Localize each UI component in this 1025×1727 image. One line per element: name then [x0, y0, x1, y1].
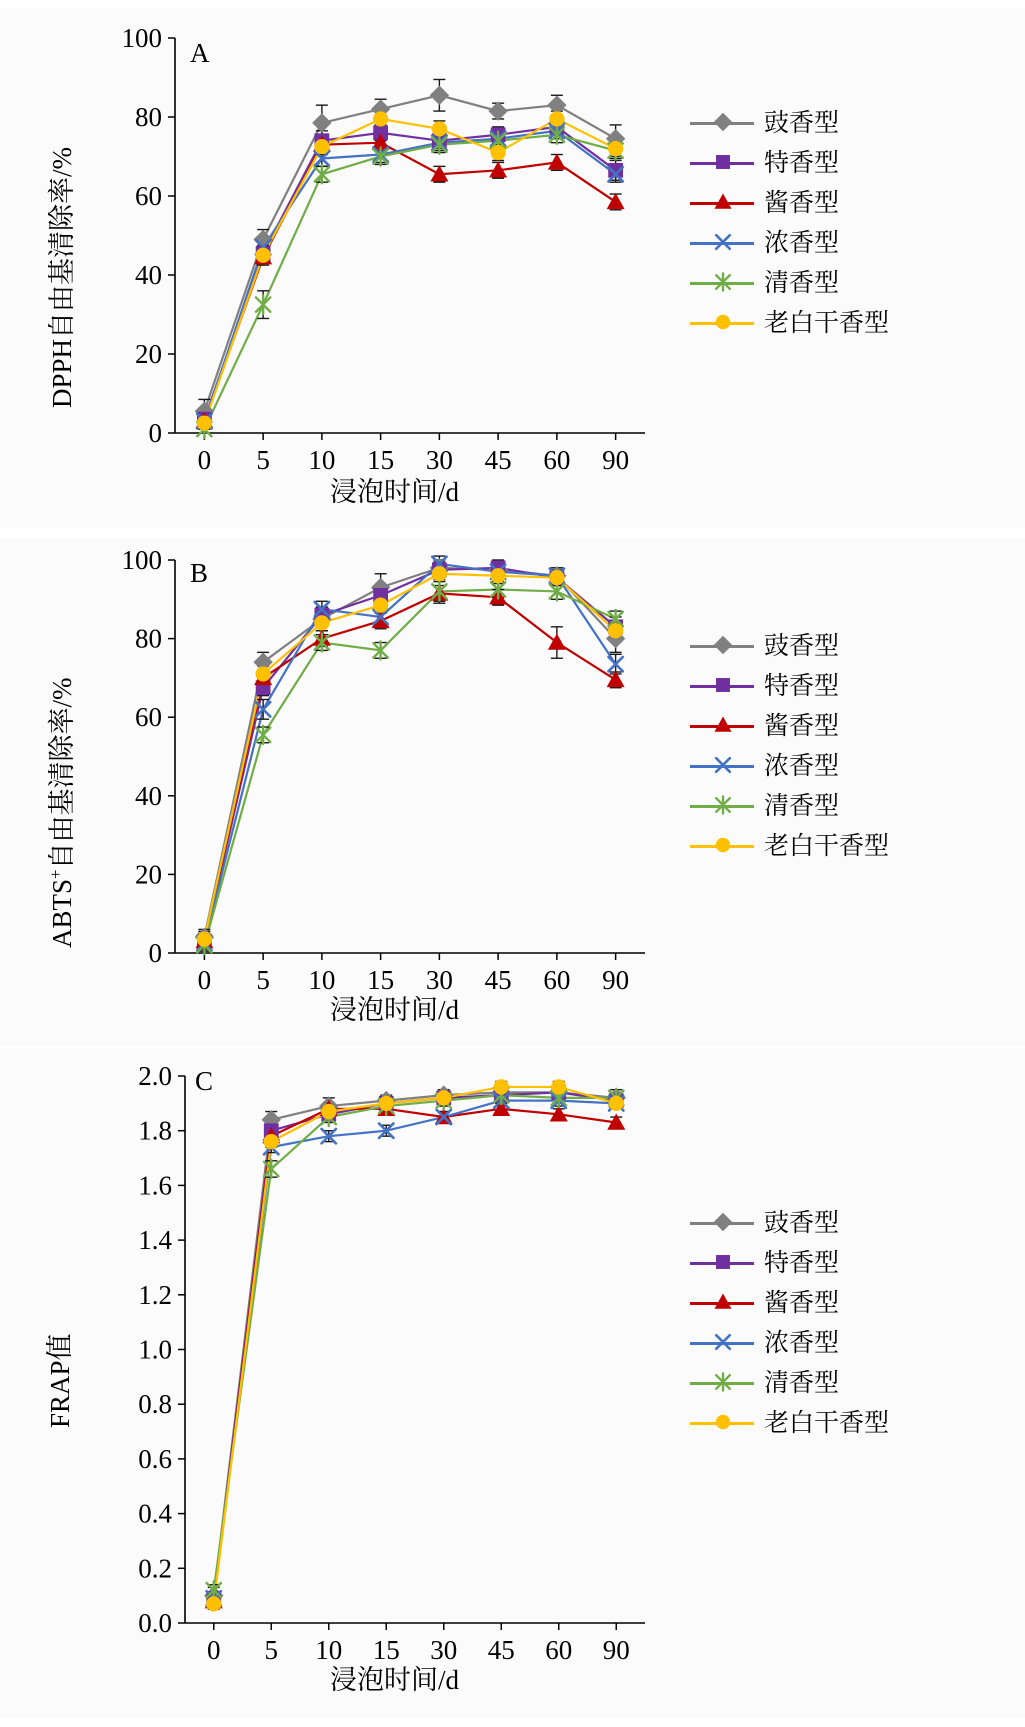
legend-marker-diamond-icon: [690, 111, 754, 135]
svg-text:5: 5: [256, 445, 270, 475]
legend-item-label: 豉香型: [764, 109, 840, 137]
y-axis-title-a: DPPH自由基清除率/%: [47, 146, 77, 408]
svg-text:15: 15: [367, 445, 395, 475]
svg-text:5: 5: [264, 1635, 278, 1665]
legend-marker-cross-icon: [690, 1331, 754, 1355]
legend-item-label: 清香型: [764, 269, 840, 297]
y-axis-title-c: FRAP值: [45, 1333, 75, 1428]
svg-text:1.0: 1.0: [138, 1334, 172, 1365]
svg-text:0: 0: [197, 445, 212, 475]
legend-item-label: 特香型: [764, 149, 840, 177]
legend-marker-star-icon: [690, 271, 754, 295]
svg-text:80: 80: [135, 623, 162, 654]
svg-text:90: 90: [602, 965, 630, 995]
svg-text:45: 45: [484, 965, 512, 995]
legend-item: [690, 1203, 889, 1243]
legend-item-label: 浓香型: [764, 229, 840, 257]
legend-item-label: 老白干香型: [764, 1409, 890, 1437]
legend-marker-triangle-icon: [690, 714, 754, 738]
legend-marker-circle-icon: [690, 311, 754, 335]
legend-item: [690, 183, 889, 223]
legend-item-label: 豉香型: [764, 632, 840, 660]
svg-text:60: 60: [135, 702, 162, 733]
svg-text:10: 10: [308, 445, 336, 475]
chart-panel-b: [0, 538, 1025, 1046]
legend-marker-cross-icon: [690, 231, 754, 255]
svg-text:45: 45: [484, 445, 512, 475]
legend-item: [690, 1243, 889, 1283]
legend-item-label: 老白干香型: [764, 832, 890, 860]
legend-marker-circle-icon: [690, 1411, 754, 1435]
svg-text:60: 60: [135, 181, 162, 211]
svg-text:40: 40: [135, 260, 162, 290]
svg-text:0: 0: [148, 418, 162, 448]
legend-item: [690, 1283, 889, 1323]
svg-text:2.0: 2.0: [138, 1061, 172, 1091]
legend-b: [690, 626, 889, 866]
x-axis-title-a: 浸泡时间/d: [330, 477, 460, 507]
legend-item: [690, 103, 889, 143]
svg-text:5: 5: [256, 965, 270, 995]
legend-item: [690, 826, 889, 866]
legend-item: [690, 706, 889, 746]
x-axis-title-c: 浸泡时间/d: [330, 1665, 460, 1695]
svg-text:0: 0: [148, 938, 162, 968]
svg-text:30: 30: [430, 1635, 458, 1665]
legend-item: [690, 1363, 889, 1403]
legend-marker-diamond-icon: [690, 1211, 754, 1235]
svg-text:80: 80: [135, 102, 162, 132]
chart-svg-c: [0, 1048, 700, 1718]
svg-text:0: 0: [197, 965, 212, 995]
legend-marker-cross-icon: [690, 754, 754, 778]
svg-text:40: 40: [135, 780, 162, 811]
svg-text:15: 15: [372, 1635, 400, 1665]
chart-svg-b: [0, 538, 700, 1046]
chart-panel-c: [0, 1048, 1025, 1718]
y-axis-title-b: [40, 678, 79, 948]
legend-item: [690, 263, 889, 303]
svg-text:20: 20: [135, 859, 162, 890]
svg-text:90: 90: [602, 1635, 630, 1665]
legend-item-label: 豉香型: [764, 1209, 840, 1237]
svg-text:0.2: 0.2: [138, 1553, 172, 1584]
svg-text:0.6: 0.6: [138, 1443, 172, 1474]
panel-letter-a: A: [190, 38, 210, 68]
svg-text:1.8: 1.8: [138, 1115, 172, 1146]
svg-text:0.4: 0.4: [138, 1498, 172, 1529]
svg-text:1.2: 1.2: [138, 1279, 172, 1310]
y-axis-title-b-post: 自由基清除率/%: [47, 677, 77, 870]
panel-letter-b: B: [190, 558, 209, 588]
legend-c: [690, 1203, 889, 1443]
y-axis-title-b-sup: +: [46, 869, 65, 879]
legend-item: [690, 666, 889, 706]
svg-text:90: 90: [602, 445, 630, 475]
legend-item: [690, 223, 889, 263]
svg-text:0: 0: [207, 1635, 221, 1665]
y-axis-title-b-pre: ABTS: [47, 878, 77, 948]
legend-item-label: 清香型: [764, 1369, 840, 1397]
svg-text:20: 20: [135, 339, 162, 369]
chart-panel-a: [0, 8, 1025, 528]
svg-text:60: 60: [545, 1635, 573, 1665]
svg-text:100: 100: [121, 545, 162, 575]
legend-item-label: 特香型: [764, 1249, 840, 1277]
plot-area-a: [0, 8, 1025, 528]
legend-item: [690, 626, 889, 666]
legend-marker-triangle-icon: [690, 191, 754, 215]
legend-item-label: 清香型: [764, 792, 840, 820]
chart-svg-a: [0, 8, 700, 528]
svg-text:30: 30: [425, 445, 453, 475]
legend-item: [690, 1323, 889, 1363]
legend-marker-star-icon: [690, 794, 754, 818]
legend-marker-square-icon: [690, 151, 754, 175]
svg-text:30: 30: [425, 965, 453, 995]
svg-text:0.8: 0.8: [138, 1389, 172, 1420]
legend-marker-circle-icon: [690, 834, 754, 858]
legend-item-label: 浓香型: [764, 1329, 840, 1357]
svg-text:1.6: 1.6: [138, 1170, 172, 1201]
legend-item-label: 酱香型: [764, 189, 840, 217]
legend-marker-star-icon: [690, 1371, 754, 1395]
legend-marker-triangle-icon: [690, 1291, 754, 1315]
legend-item-label: 酱香型: [764, 712, 840, 740]
plot-area-b: [0, 538, 1025, 1046]
svg-text:0.0: 0.0: [138, 1608, 172, 1638]
legend-item: [690, 746, 889, 786]
svg-text:1.4: 1.4: [138, 1225, 172, 1256]
legend-item: [690, 786, 889, 826]
svg-text:60: 60: [543, 445, 571, 475]
svg-text:45: 45: [487, 1635, 515, 1665]
legend-item: [690, 303, 889, 343]
legend-item: [690, 143, 889, 183]
legend-item-label: 酱香型: [764, 1289, 840, 1317]
svg-text:15: 15: [367, 965, 395, 995]
x-axis-title-b: 浸泡时间/d: [330, 995, 460, 1025]
legend-marker-diamond-icon: [690, 634, 754, 658]
svg-text:100: 100: [121, 23, 162, 53]
legend-marker-square-icon: [690, 1251, 754, 1275]
legend-item: [690, 1403, 889, 1443]
plot-area-c: [0, 1048, 1025, 1718]
legend-item-label: 浓香型: [764, 752, 840, 780]
svg-text:10: 10: [308, 965, 336, 995]
svg-text:10: 10: [315, 1635, 343, 1665]
legend-item-label: 特香型: [764, 672, 840, 700]
legend-marker-square-icon: [690, 674, 754, 698]
svg-text:60: 60: [543, 965, 571, 995]
legend-a: [690, 103, 889, 343]
panel-letter-c: C: [195, 1066, 214, 1096]
legend-item-label: 老白干香型: [764, 309, 890, 337]
